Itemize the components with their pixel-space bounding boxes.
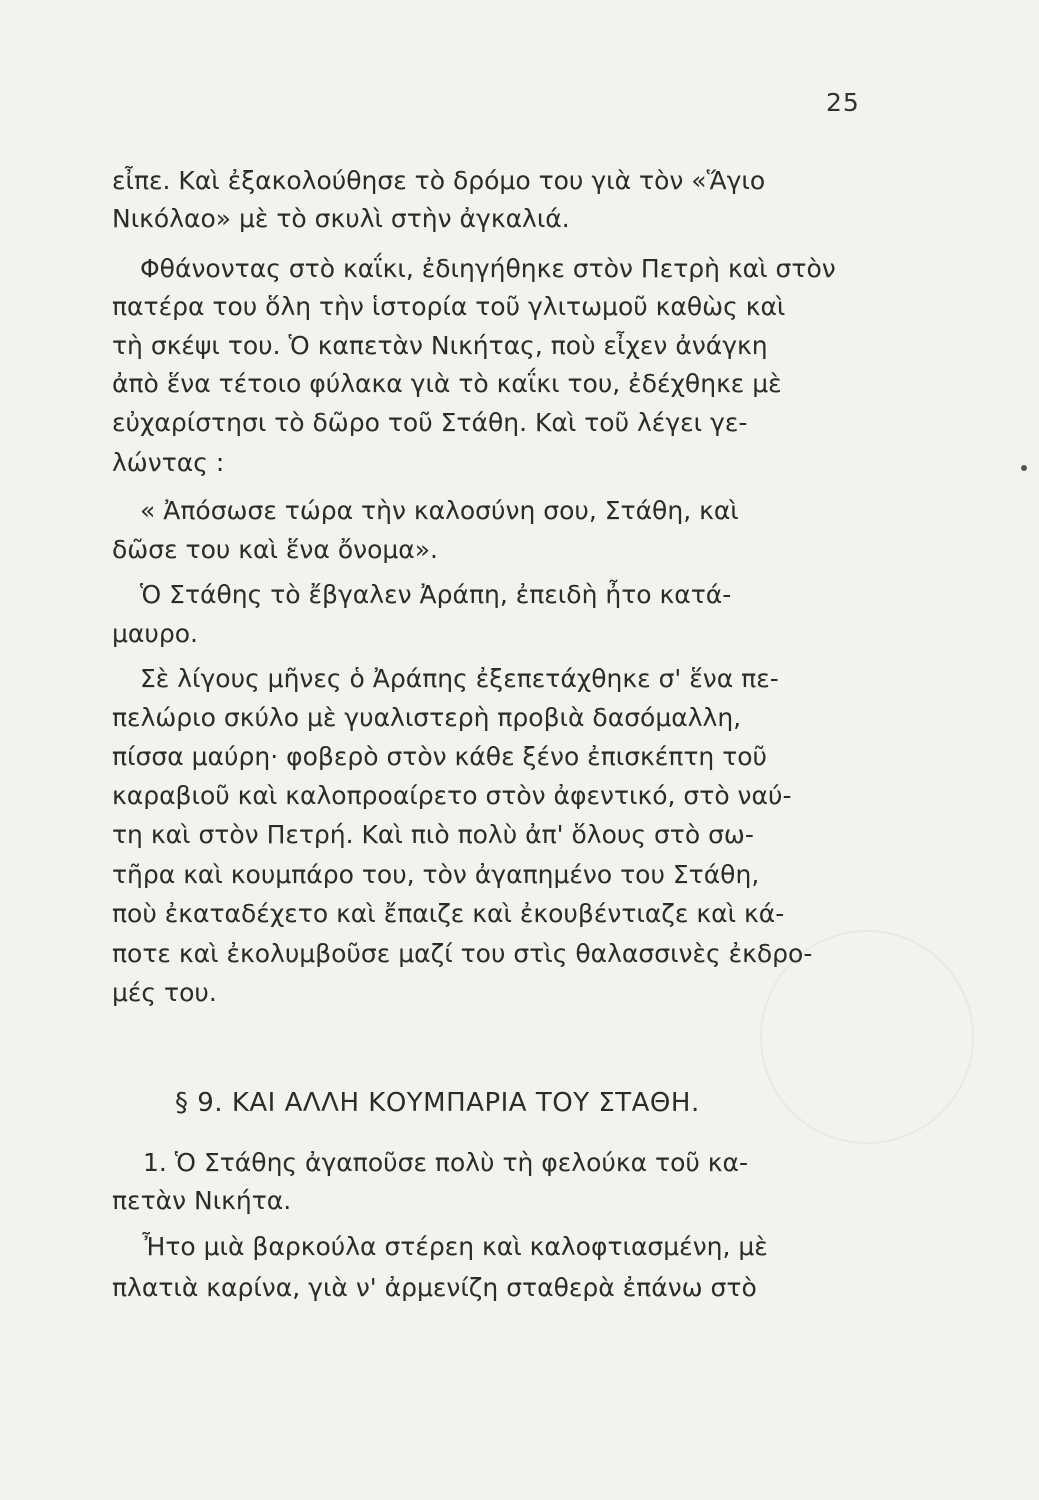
text-line: ποὺ ἐκαταδέχετο καὶ ἔπαιζε καὶ ἐκουβέντιαζε καὶ κά- [112,899,785,928]
text-line: πελώριο σκύλο μὲ γυαλιστερὴ προβιὰ δασόμαλλη, [112,703,742,732]
text-line: Ἦτο μιὰ βαρκούλα στέρεη καὶ καλοφτιασμένη, μὲ [142,1232,768,1261]
text-line: τῆρα καὶ κουμπάρο του, τὸν ἀγαπημένο του Στάθη, [112,860,760,889]
page-number: 25 [826,88,860,117]
text-line: εὐχαρίστησι τὸ δῶρο τοῦ Στάθη. Καὶ τοῦ λέγει γε- [112,408,748,437]
margin-dot [1021,465,1027,471]
text-line: τη καὶ στὸν Πετρή. Καὶ πιὸ πολὺ ἀπ' ὅλους στὸ σω- [112,820,754,849]
text-line: Νικόλαο» μὲ τὸ σκυλὶ στὴν ἀγκαλιά. [112,204,570,233]
text-line: ποτε καὶ ἐκολυμβοῦσε μαζί του στὶς θαλασσινὲς ἐκδρο- [112,939,813,968]
section-heading: § 9. ΚΑΙ ΑΛΛΗ ΚΟΥΜΠΑΡΙΑ ΤΟΥ ΣΤΑΘΗ. [175,1088,700,1118]
text-line: δῶσε του καὶ ἕνα ὄνομα». [112,535,439,564]
text-line: πίσσα μαύρη· φοβερὸ στὸν κάθε ξένο ἐπισκέπτη τοῦ [112,742,768,771]
text-line: Σὲ λίγους μῆνες ὁ Ἀράπης ἐξεπετάχθηκε σ' ἕνα πε- [140,664,779,693]
text-line: ἀπὸ ἕνα τέτοιο φύλακα γιὰ τὸ καΐκι του, ἐδέχθηκε μὲ [112,369,782,398]
text-line: « Ἀπόσωσε τώρα τὴν καλοσύνη σου, Στάθη, καὶ [140,496,739,525]
text-line: εἶπε. Καὶ ἐξακολούθησε τὸ δρόμο του γιὰ τὸν «Ἅγιο [112,166,766,195]
text-line: πλατιὰ καρίνα, γιὰ ν' ἀρμενίζη σταθερὰ ἐπάνω στὸ [112,1273,757,1302]
text-line: μές του. [112,978,217,1007]
text-line: πατέρα του ὅλη τὴν ἱστορία τοῦ γλιτωμοῦ καθὼς καὶ [112,292,786,321]
text-line: Ὁ Στάθης τὸ ἔβγαλεν Ἀράπη, ἐπειδὴ ἦτο κατά- [140,580,732,609]
text-line: πετὰν Νικήτα. [112,1186,292,1215]
text-line: τὴ σκέψι του. Ὁ καπετὰν Νικήτας, ποὺ εἶχεν ἀνάγκη [112,331,768,360]
text-line: μαυρο. [112,619,198,648]
text-line: καραβιοῦ καὶ καλοπροαίρετο στὸν ἀφεντικό, στὸ ναύ- [112,781,792,810]
text-line: λώντας : [112,448,225,477]
text-line: 1. Ὁ Στάθης ἀγαποῦσε πολὺ τὴ φελούκα τοῦ κα- [143,1148,749,1177]
text-line: Φθάνοντας στὸ καΐκι, ἐδιηγήθηκε στὸν Πετρὴ καὶ στὸν [140,254,836,283]
